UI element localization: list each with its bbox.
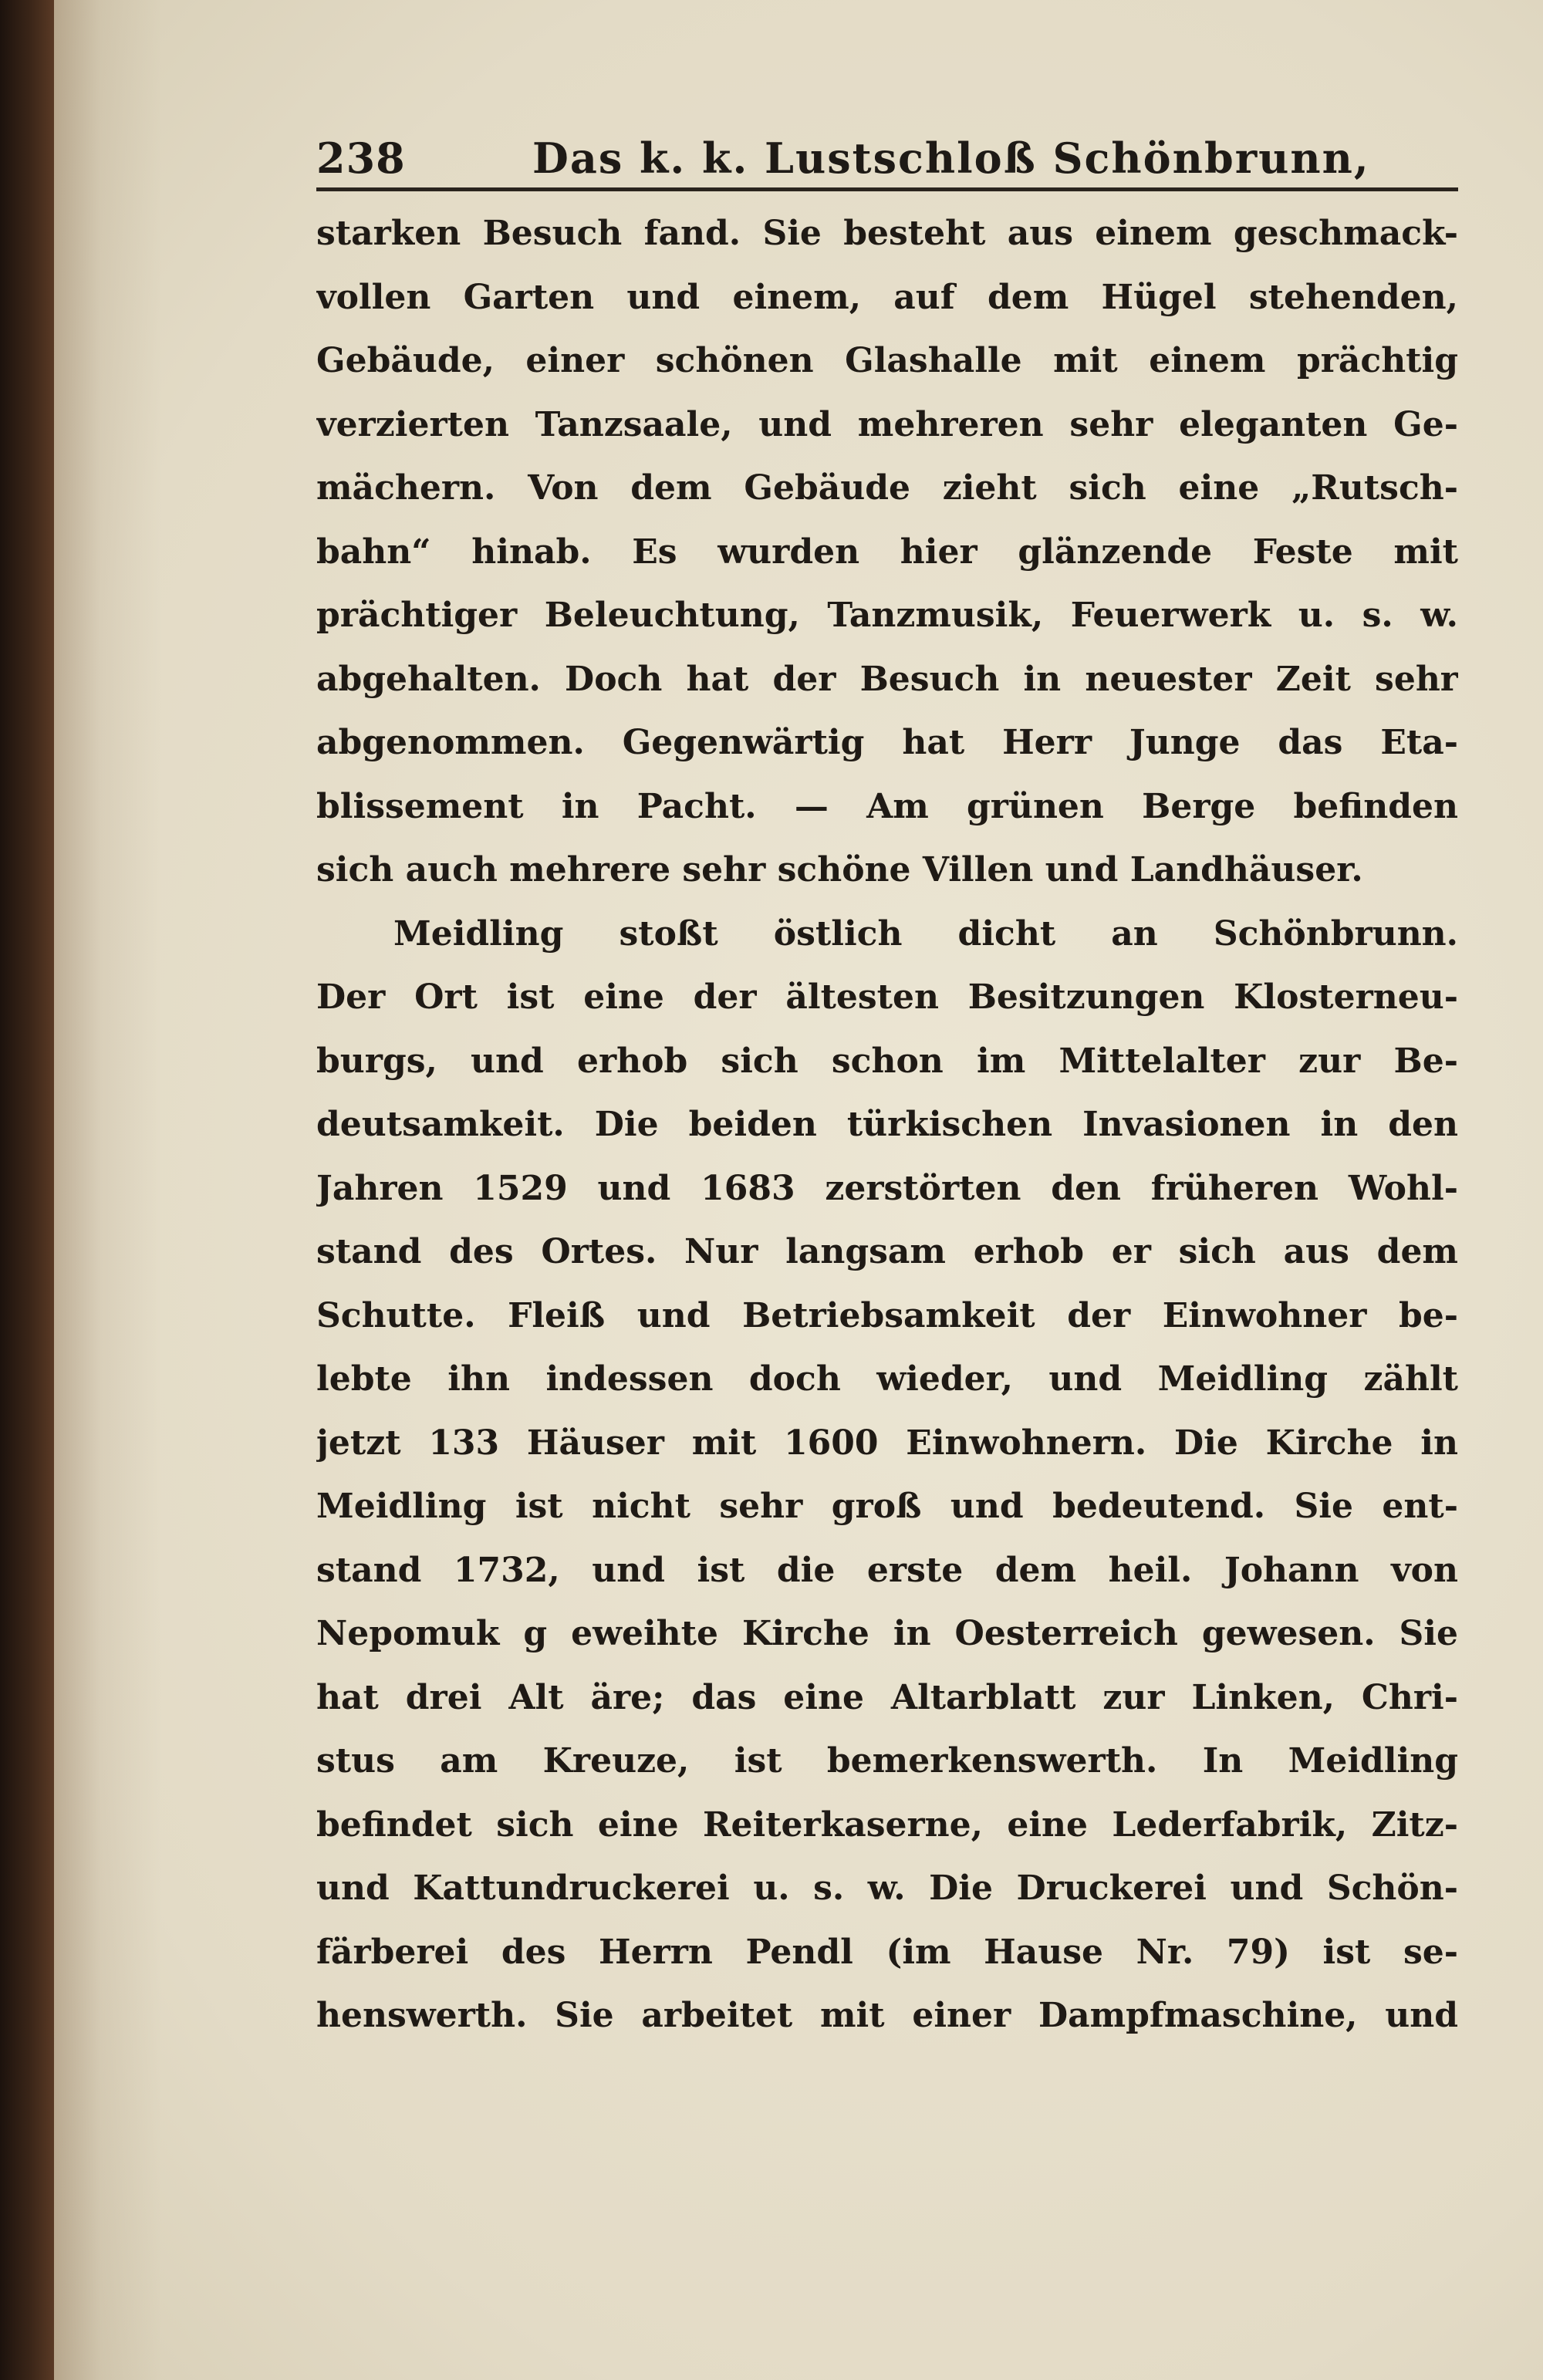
header-rule bbox=[316, 187, 1458, 191]
text-line: stus am Kreuze, ist bemerkenswerth. In Meidling bbox=[316, 1741, 1458, 1781]
text-line: vollen Garten und einem, auf dem Hügel stehenden, bbox=[316, 277, 1458, 317]
book-binding bbox=[0, 0, 54, 2380]
text-line: Jahren 1529 und 1683 zerstörten den früheren Wohl- bbox=[316, 1168, 1458, 1208]
text-line: Gebäude, einer schönen Glashalle mit einem prächtig bbox=[316, 341, 1458, 380]
running-head bbox=[316, 131, 1458, 185]
text-line: starken Besuch fand. Sie besteht aus einem geschmack- bbox=[316, 214, 1458, 253]
text-line: Meidling ist nicht sehr groß und bedeutend. Sie ent- bbox=[316, 1487, 1458, 1526]
text-line: verzierten Tanzsaale, und mehreren sehr eleganten Ge- bbox=[316, 404, 1458, 444]
text-line: deutsamkeit. Die beiden türkischen Invasionen in den bbox=[316, 1105, 1458, 1144]
body-text bbox=[316, 202, 1458, 2285]
text-line: mächern. Von dem Gebäude zieht sich eine „Rutsch- bbox=[316, 468, 1458, 508]
text-line: Nepomuk g eweihte Kirche in Oesterreich gewesen. Sie bbox=[316, 1614, 1458, 1653]
text-line: burgs, und erhob sich schon im Mittelalter zur Be- bbox=[316, 1041, 1458, 1081]
page-number: 238 bbox=[316, 133, 406, 183]
text-line: lebte ihn indessen doch wieder, und Meidling zählt bbox=[316, 1359, 1458, 1399]
text-line: hat drei Alt äre; das eine Altarblatt zur Linken, Chri- bbox=[316, 1677, 1458, 1717]
text-line: henswerth. Sie arbeitet mit einer Dampfmaschine, und bbox=[316, 1996, 1458, 2035]
text-line: befindet sich eine Reiterkaserne, eine Lederfabrik, Zitz- bbox=[316, 1804, 1458, 1845]
text-line: Meidling stoßt östlich dicht an Schönbrunn. bbox=[393, 913, 1458, 954]
text-line: abgenommen. Gegenwärtig hat Herr Junge das Eta- bbox=[316, 723, 1458, 762]
text-line: bahn“ hinab. Es wurden hier glänzende Feste mit bbox=[316, 532, 1458, 572]
text-line: Der Ort ist eine der ältesten Besitzungen Klosterneu- bbox=[316, 977, 1458, 1017]
text-line: abgehalten. Doch hat der Besuch in neuester Zeit sehr bbox=[316, 659, 1458, 699]
text-line: Schutte. Fleiß und Betriebsamkeit der Einwohner be- bbox=[316, 1295, 1458, 1335]
text-line: prächtiger Beleuchtung, Tanzmusik, Feuerwerk u. s. w. bbox=[316, 596, 1458, 635]
text-line: blissement in Pacht. — Am grünen Berge befinden bbox=[316, 786, 1458, 826]
running-title: Das k. k. Lustschloß Schönbrunn, bbox=[532, 133, 1370, 183]
text-line: und Kattundruckerei u. s. w. Die Druckerei und Schön- bbox=[316, 1869, 1458, 1908]
text-line: sich auch mehrere sehr schöne Villen und Landhäuser. bbox=[316, 850, 1363, 890]
text-line: jetzt 133 Häuser mit 1600 Einwohnern. Die Kirche in bbox=[316, 1423, 1458, 1463]
text-line: stand des Ortes. Nur langsam erhob er sich aus dem bbox=[316, 1232, 1458, 1271]
text-line: stand 1732, und ist die erste dem heil. Johann von bbox=[316, 1550, 1458, 1590]
text-line: färberei des Herrn Pendl (im Hause Nr. 79) ist se- bbox=[316, 1932, 1458, 1972]
